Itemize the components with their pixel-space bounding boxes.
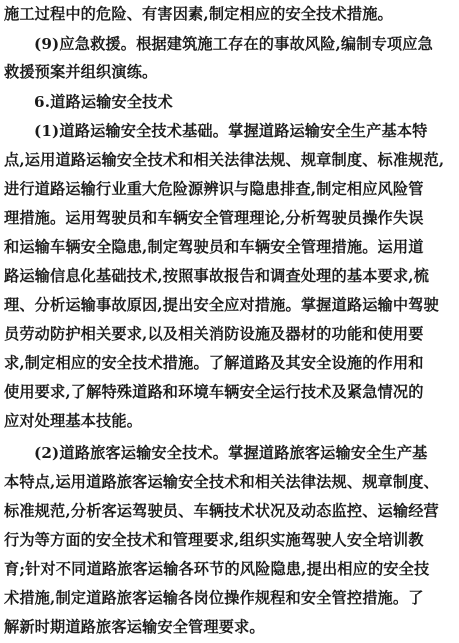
text-line-13: 求,制定相应的安全技术措施。了解道路及其安全设施的作用和 [4,354,424,372]
text-line-15: 应对处理基本技能。 [4,412,143,430]
text-line-17: 本特点,运用道路旅客运输安全技术和相关法律法规、规章制度、 [4,473,439,491]
section-heading: 6.道路运输安全技术 [34,93,173,111]
text-line-3: 救援预案并组织演练。 [4,63,158,81]
text-line-8: 理措施。运用驾驶员和车辆安全管理理论,分析驾驶员操作失误 [4,209,424,227]
text-line-20: 育;针对不同道路旅客运输各环节的风险隐患,提出相应的安全技 [4,560,430,578]
text-line-16: (2)道路旅客运输安全技术。掌握道路旅客运输安全生产基 [34,444,428,462]
text-line-7: 进行道路运输行业重大危险源辨识与隐患排查,制定相应风险管 [4,180,424,198]
text-line-14: 使用要求,了解特殊道路和环境车辆安全运行技术及紧急情况的 [4,383,424,401]
text-line-11: 理、分析运输事故原因,提出安全应对措施。掌握道路运输中驾驶 [4,296,439,314]
text-line-18: 标准规范,分析客运驾驶员、车辆技术状况及动态监控、运输经营 [4,502,439,520]
text-line-12: 员劳动防护相关要求,以及相关消防设施及器材的功能和使用要 [4,325,424,343]
text-line-6: 点,运用道路运输安全技术和相关法律法规、规章制度、标准规范, [4,151,445,169]
text-line-2: (9)应急救援。根据建筑施工存在的事故风险,编制专项应急 [34,35,433,53]
text-line-21: 术措施,制定道路旅客运输各岗位操作规程和安全管控措施。了 [4,589,424,607]
text-line-1: 施工过程中的危险、有害因素,制定相应的安全技术措施。 [4,5,393,23]
text-line-10: 路运输信息化基础技术,按照事故报告和调查处理的基本要求,梳 [4,267,429,285]
text-line-5: (1)道路运输安全技术基础。掌握道路运输安全生产基本特 [34,122,428,140]
text-line-19: 行为等方面的安全技术和管理要求,组织实施驾驶人安全培训教 [4,531,424,549]
text-line-22: 解新时期道路旅客运输安全管理要求。 [4,618,265,636]
text-line-9: 和运输车辆安全隐患,制定驾驶员和车辆安全管理措施。运用道 [4,238,424,256]
